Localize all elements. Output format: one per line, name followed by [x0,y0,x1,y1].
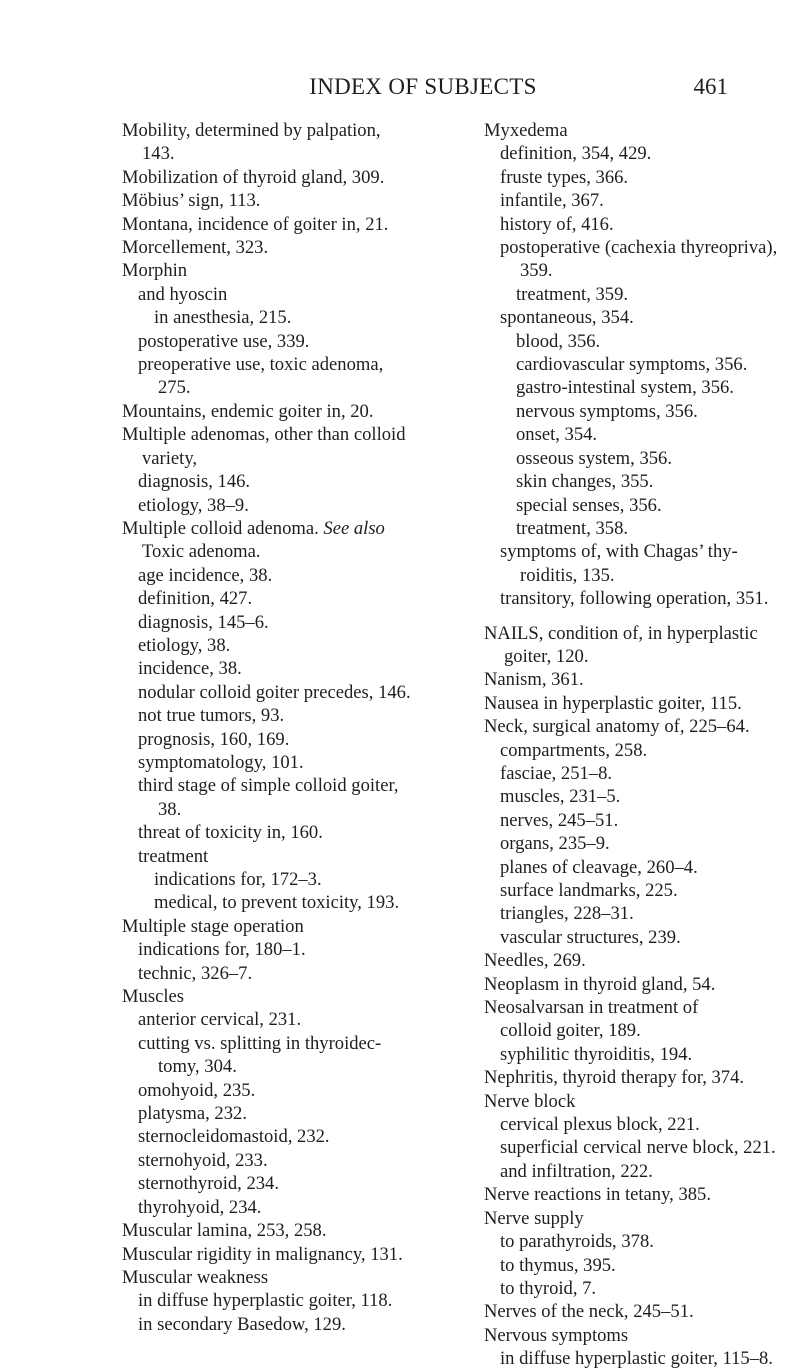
entry-line: prognosis, 160, 169. [138,728,290,750]
index-entry [122,423,444,470]
entry-line: to thyroid, 7. [500,1277,597,1299]
entry-line: not true tumors, 93. [138,705,285,727]
index-entry [500,809,800,832]
index-entry [138,751,444,774]
entry-line: postoperative use, 339. [138,330,310,352]
index-entry [500,213,800,236]
index-entry [500,189,800,212]
entry-line: indications for, 172–3. [154,869,322,890]
entry-line: etiology, 38. [138,634,231,656]
entry-line: NAILS, condition of, in hyperplastic [484,622,758,644]
entry-line: to parathyroids, 378. [500,1231,654,1253]
entry-line: symptoms of, with Chagas’ thy- [500,541,738,563]
index-entry [154,868,444,891]
index-entry [138,1196,444,1219]
entry-line: Mobility, determined by palpation, [122,120,381,141]
entry-line: sternothyroid, 234. [138,1173,279,1195]
entry-line: in diffuse hyperplastic goiter, 115–8. [500,1348,773,1370]
index-entry [484,715,800,738]
index-entry [516,470,800,493]
index-entry [484,1207,800,1230]
index-entry [500,142,800,165]
index-entry [500,1160,800,1183]
index-entry [516,423,800,446]
index-entry [122,166,444,189]
entry-continuation: 359. [520,260,553,282]
index-entry [122,1266,444,1289]
index-entry [516,376,800,399]
index-entry [122,213,444,236]
index-entry [484,622,800,669]
entry-line: treatment, 359. [516,283,629,305]
index-entry [500,785,800,808]
index-entry [138,845,444,868]
index-entry [138,1149,444,1172]
index-entry [516,330,800,353]
entry-line: cardiovascular symptoms, 356. [516,354,748,376]
index-entry [484,1066,800,1089]
index-entry [500,902,800,925]
entry-line: threat of toxicity in, 160. [138,822,323,844]
index-entry [138,1102,444,1125]
entry-line: treatment, 358. [516,517,629,539]
entry-line: fasciae, 251–8. [500,762,613,784]
entry-continuation: 275. [158,377,191,399]
index-entry [484,692,800,715]
entry-continuation: 143. [142,143,175,165]
index-entry [500,1019,800,1042]
index-entry [138,728,444,751]
entry-line: Möbius’ sign, 113. [122,190,261,212]
index-entry [138,283,444,306]
index-entry [516,494,800,517]
index-entry [138,1008,444,1031]
entry-line: osseous system, 356. [516,447,672,469]
entry-line: sternohyoid, 233. [138,1149,268,1171]
entry-line: Muscular weakness [122,1266,269,1288]
entry-line: Nerves of the neck, 245–51. [484,1301,694,1323]
running-head: INDEX OF SUBJECTS [309,74,537,99]
entry-line: etiology, 38–9. [138,494,249,516]
index-entry [138,704,444,727]
entry-line: sternocleidomastoid, 232. [138,1126,330,1148]
index-entry [516,517,800,540]
index-entry [500,1113,800,1136]
index-entry [484,1090,800,1113]
entry-line: gastro-intestinal system, 356. [516,377,734,399]
entry-continuation: roiditis, 135. [520,564,615,586]
index-entry [122,517,444,564]
entry-line: compartments, 258. [500,739,648,761]
entry-continuation: goiter, 120. [504,645,589,667]
entry-line: definition, 427. [138,588,253,610]
index-entry [500,1347,800,1370]
index-entry [138,1032,444,1079]
entry-line: platysma, 232. [138,1103,247,1125]
index-entry [484,949,800,972]
index-entry [500,166,800,189]
index-entry [122,189,444,212]
index-column-left [122,119,444,1336]
entry-line: Nerve block [484,1090,576,1112]
entry-line: to thymus, 395. [500,1254,616,1276]
entry-line: thyrohyoid, 234. [138,1196,262,1218]
index-entry [138,1289,444,1312]
index-entry [138,962,444,985]
entry-line: syphilitic thyroiditis, 194. [500,1043,693,1065]
entry-line: anterior cervical, 231. [138,1009,302,1031]
index-entry [138,1079,444,1102]
index-entry [500,540,800,587]
entry-line: Montana, incidence of goiter in, 21. [122,213,389,235]
entry-continuation: tomy, 304. [158,1056,237,1078]
entry-line: diagnosis, 145–6. [138,611,269,633]
entry-line: skin changes, 355. [516,471,654,493]
entry-line: and infiltration, 222. [500,1160,653,1182]
entry-line: organs, 235–9. [500,833,610,855]
entry-line: colloid goiter, 189. [500,1020,641,1042]
page-header [118,74,728,104]
entry-line: history of, 416. [500,213,614,235]
entry-line: definition, 354, 429. [500,143,652,165]
index-entry [500,1230,800,1253]
index-column-right [484,119,800,1371]
entry-line: indications for, 180–1. [138,939,306,961]
entry-line: symptomatology, 101. [138,751,304,773]
index-entry [500,1043,800,1066]
index-entry [138,821,444,844]
entry-line: Nerve supply [484,1207,584,1229]
index-entry [500,587,800,610]
index-entry [138,774,444,821]
entry-line: in secondary Basedow, 129. [138,1313,346,1335]
entry-line: superficial cervical nerve block, 221. [500,1137,776,1159]
entry-line: medical, to prevent toxicity, 193. [154,892,400,914]
page-number: 461 [693,74,728,99]
entry-line: Nerve reactions in tetany, 385. [484,1184,712,1206]
index-entry [138,681,444,704]
index-entry [516,283,800,306]
entry-line: nerves, 245–51. [500,809,619,831]
entry-line: Mobilization of thyroid gland, 309. [122,166,385,188]
entry-line: in anesthesia, 215. [154,307,292,329]
entry-line: nervous symptoms, 356. [516,400,698,422]
index-entry [154,306,444,329]
entry-line: diagnosis, 146. [138,471,251,493]
index-entry [516,400,800,423]
entry-line: in diffuse hyperplastic goiter, 118. [138,1290,393,1312]
index-entry [484,1183,800,1206]
index-entry [138,1313,444,1336]
index-entry [500,926,800,949]
entry-line: preoperative use, toxic adenoma, [138,354,384,376]
entry-line: postoperative (cachexia thyreopriva), [500,237,778,259]
entry-line: Nausea in hyperplastic goiter, 115. [484,692,742,714]
entry-line: Multiple stage operation [122,915,304,937]
entry-line: Muscular lamina, 253, 258. [122,1220,327,1242]
entry-line: fruste types, 366. [500,166,629,188]
index-entry [122,400,444,423]
entry-line: Neosalvarsan in treatment of [484,997,699,1019]
entry-line: surface landmarks, 225. [500,880,678,901]
entry-line: Myxedema [484,120,568,141]
index-entry [138,657,444,680]
entry-line: Muscles [122,986,184,1008]
index-entry [500,832,800,855]
index-entry [500,739,800,762]
index-entry [484,1324,800,1347]
entry-continuation: 38. [158,798,182,820]
index-entry [122,985,444,1008]
index-entry [138,938,444,961]
index-entry [500,236,800,283]
entry-line: Morphin [122,260,188,282]
index-entry [138,634,444,657]
index-entry [500,879,800,902]
entry-line: blood, 356. [516,330,601,352]
entry-line: vascular structures, 239. [500,926,681,948]
see-also-label: See also [323,517,385,539]
entry-line: triangles, 228–31. [500,903,634,925]
entry-line: technic, 326–7. [138,962,253,984]
entry-line: special senses, 356. [516,494,662,516]
entry-line: Needles, 269. [484,950,586,972]
index-entry [484,119,800,142]
index-entry [138,330,444,353]
index-entry [516,447,800,470]
index-entry [516,353,800,376]
entry-line: third stage of simple colloid goiter, [138,775,399,797]
entry-line: onset, 354. [516,424,598,446]
index-entry [138,494,444,517]
index-entry [138,564,444,587]
entry-line: age incidence, 38. [138,564,273,586]
entry-continuation: variety, [142,447,198,469]
entry-line: Morcellement, 323. [122,237,269,259]
entry-line: cervical plexus block, 221. [500,1114,700,1136]
index-entry [484,1300,800,1323]
entry-line: spontaneous, 354. [500,307,634,329]
index-entry [138,1172,444,1195]
entry-continuation: Toxic adenoma. [142,541,261,563]
index-entry [138,1125,444,1148]
entry-line: Mountains, endemic goiter in, 20. [122,400,374,422]
index-entry [122,119,444,166]
entry-line: transitory, following operation, 351. [500,588,769,610]
entry-line: cutting vs. splitting in thyroidec- [138,1032,382,1054]
entry-line: infantile, 367. [500,190,604,212]
entry-line: planes of cleavage, 260–4. [500,856,698,878]
entry-line: and hyoscin [138,283,228,305]
index-entry [500,762,800,785]
entry-line: muscles, 231–5. [500,786,621,808]
index-entry [122,236,444,259]
index-entry [138,587,444,610]
index-entry [500,1254,800,1277]
entry-line: Multiple adenomas, other than colloid [122,424,406,446]
entry-line: Muscular rigidity in malignancy, 131. [122,1243,403,1265]
index-entry [154,891,444,914]
index-entry [484,996,800,1019]
index-entry [484,973,800,996]
index-entry [138,470,444,493]
entry-line: omohyoid, 235. [138,1079,256,1101]
index-entry [138,611,444,634]
index-entry [484,668,800,691]
entry-line: Multiple colloid adenoma. [122,517,319,539]
entry-line: Neck, surgical anatomy of, 225–64. [484,716,750,738]
index-entry [500,1136,800,1159]
index-entry [500,306,800,329]
entry-line: incidence, 38. [138,658,242,680]
index-entry [122,259,444,282]
index-entry [122,1243,444,1266]
entry-line: Nanism, 361. [484,669,584,691]
entry-line: Nephritis, thyroid therapy for, 374. [484,1067,745,1089]
index-entry [122,915,444,938]
index-entry [500,1277,800,1300]
entry-line: Neoplasm in thyroid gland, 54. [484,973,716,995]
index-entry [122,1219,444,1242]
entry-line: Nervous symptoms [484,1324,629,1346]
index-entry [500,856,800,879]
entry-line: nodular colloid goiter precedes, 146. [138,681,411,703]
entry-line: treatment [138,845,209,867]
index-entry [138,353,444,400]
